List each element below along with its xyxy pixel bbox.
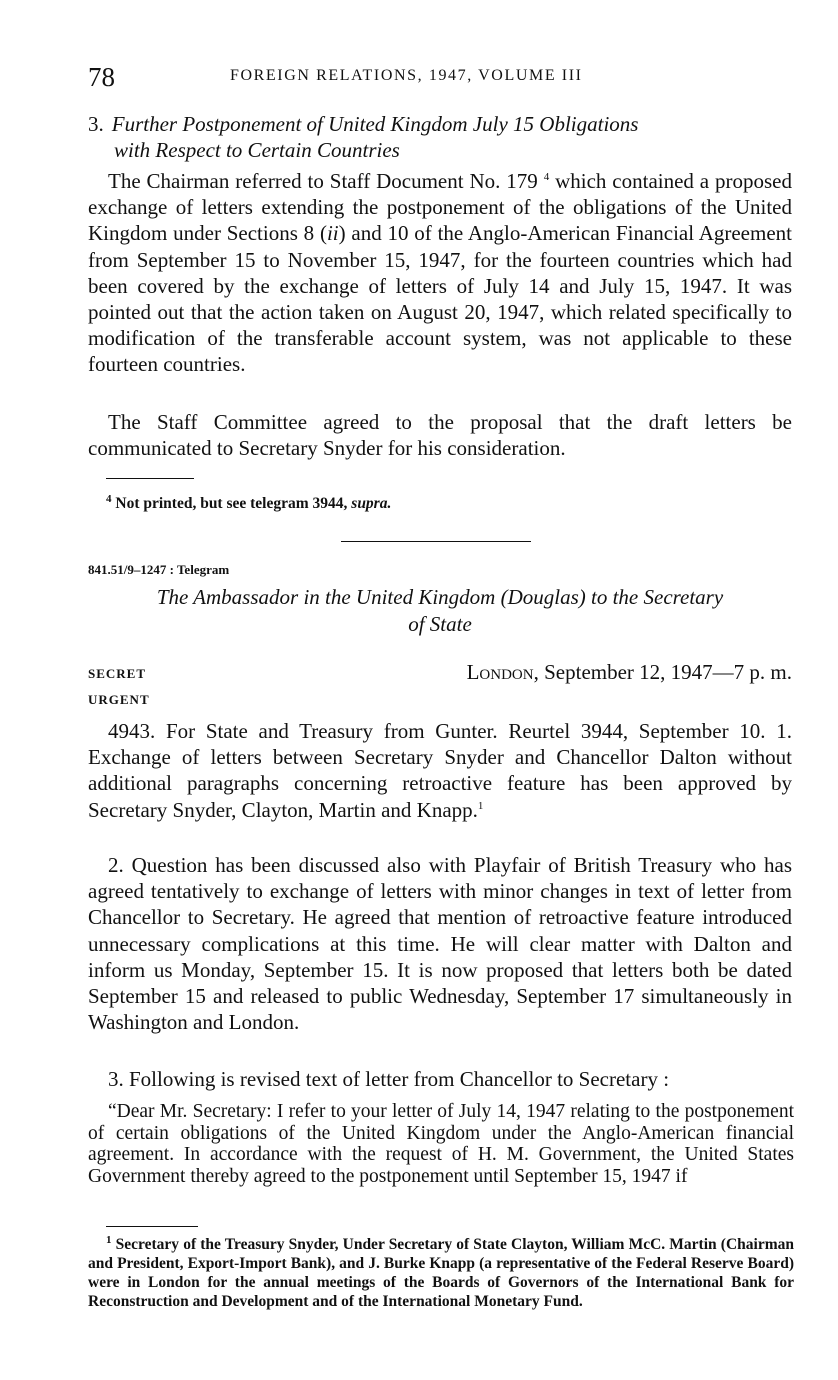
page-number: 78	[88, 62, 115, 92]
para-text: which contained a proposed exchange of letters extending the postponement of the obligations of the United Kingdom under Sections 8 (	[88, 169, 793, 246]
section-title-line2: with Respect to Certain Countries	[114, 138, 400, 162]
document-title-line2: of State	[408, 612, 472, 636]
running-title: FOREIGN RELATIONS, 1947, VOLUME III	[230, 67, 583, 84]
footnote-text: Not printed, but see telegram 3944,	[111, 495, 352, 512]
section-heading	[88, 111, 800, 163]
telegram-paragraph-3: 3. Following is revised text of letter from Chancellor to Secretary :	[108, 1067, 670, 1091]
section-number: 3.	[88, 112, 104, 136]
document-separator	[341, 541, 531, 542]
footnote-marker: 1	[106, 1233, 112, 1246]
dateline	[467, 660, 792, 685]
footnote-emph: supra.	[351, 495, 392, 512]
document-title	[88, 584, 792, 638]
section-paragraph-2: The Staff Committee agreed to the proposal that the draft letters be communicated to Secretary Snyder for his consideration.	[88, 410, 792, 461]
footnote-1	[88, 1235, 794, 1311]
running-head	[88, 62, 788, 92]
telegram-paragraph-2: 2. Question has been discussed also with Playfair of British Treasury who has agreed tentatively to exchange of letters with minor changes in text of letter from Chancellor to Secretary. He agreed that mention of retroactive feature introduced unnecessary complications at this time. He will clear matter with Dalton and inform us Monday, September 15. It is now proposed that letters both be dated September 15 and released to public Wednesday, September 17 simultaneously in Washington and London.	[88, 853, 792, 1035]
telegram-paragraph-1	[88, 718, 792, 823]
quoted-letter: “Dear Mr. Secretary: I refer to your letter of July 14, 1947 relating to the postponement of certain obligations of the United Kingdom under the Anglo-American financial agreement. In accordance with the request of H. M. Government, the United States Government thereby agreed to the postponement until September 15, 1947 if	[88, 1101, 794, 1187]
document-title-line1: The Ambassador in the United Kingdom (Douglas) to the Secretary	[156, 585, 724, 609]
dateline-place: London	[466, 660, 534, 684]
footnote-marker: 4	[106, 492, 112, 505]
section-title-line1: Further Postponement of United Kingdom July 15 Obligations	[111, 112, 639, 136]
footnote-4	[106, 494, 796, 513]
footnote-separator	[106, 478, 194, 479]
file-number: 841.51/9–1247 : Telegram	[88, 562, 230, 577]
footnote-ref-4: 4	[543, 171, 550, 183]
para-text: 4943. For State and Treasury from Gunter. Reurtel 3944, September 10. 1. Exchange of letters between Secretary Snyder and Chancellor Dalton without additional paragraphs concerning retroactive feature has been approved by Secretary Snyder, Clayton, Martin and Knapp.	[88, 719, 792, 822]
para-text: The Chairman referred to Staff Document No. 179	[108, 169, 544, 193]
para-text-italic: ii	[326, 221, 339, 246]
classification-urgent: URGENT	[88, 692, 150, 707]
section-paragraph-1	[88, 168, 792, 378]
para-text: ) and 10 of the Anglo-American Financial Agreement from September 15 to November 15, 1947, for the fourteen countries which had been covered by the exchange of letters of July 14 and July 15, 1947. It was pointed out that the action taken on August 20, 1947, which related specifically to modification of the transferable account system, was not applicable to these fourteen countries.	[88, 221, 792, 377]
dateline-date: , September 12, 1947—7 p. m.	[533, 660, 792, 684]
footnote-ref-1: 1	[477, 799, 484, 812]
footnote-separator-2	[106, 1226, 198, 1227]
classification-secret: SECRET	[88, 666, 147, 681]
footnote-text: Secretary of the Treasury Snyder, Under Secretary of State Clayton, William McC. Martin (Chairman and President, Export-Import Bank), and J. Burke Knapp (a representative of the Federal Reserve Board) were in London for the annual meetings of the Boards of Governors of the International Bank for Reconstruction and Development and of the International Monetary Fund.	[88, 1236, 794, 1310]
